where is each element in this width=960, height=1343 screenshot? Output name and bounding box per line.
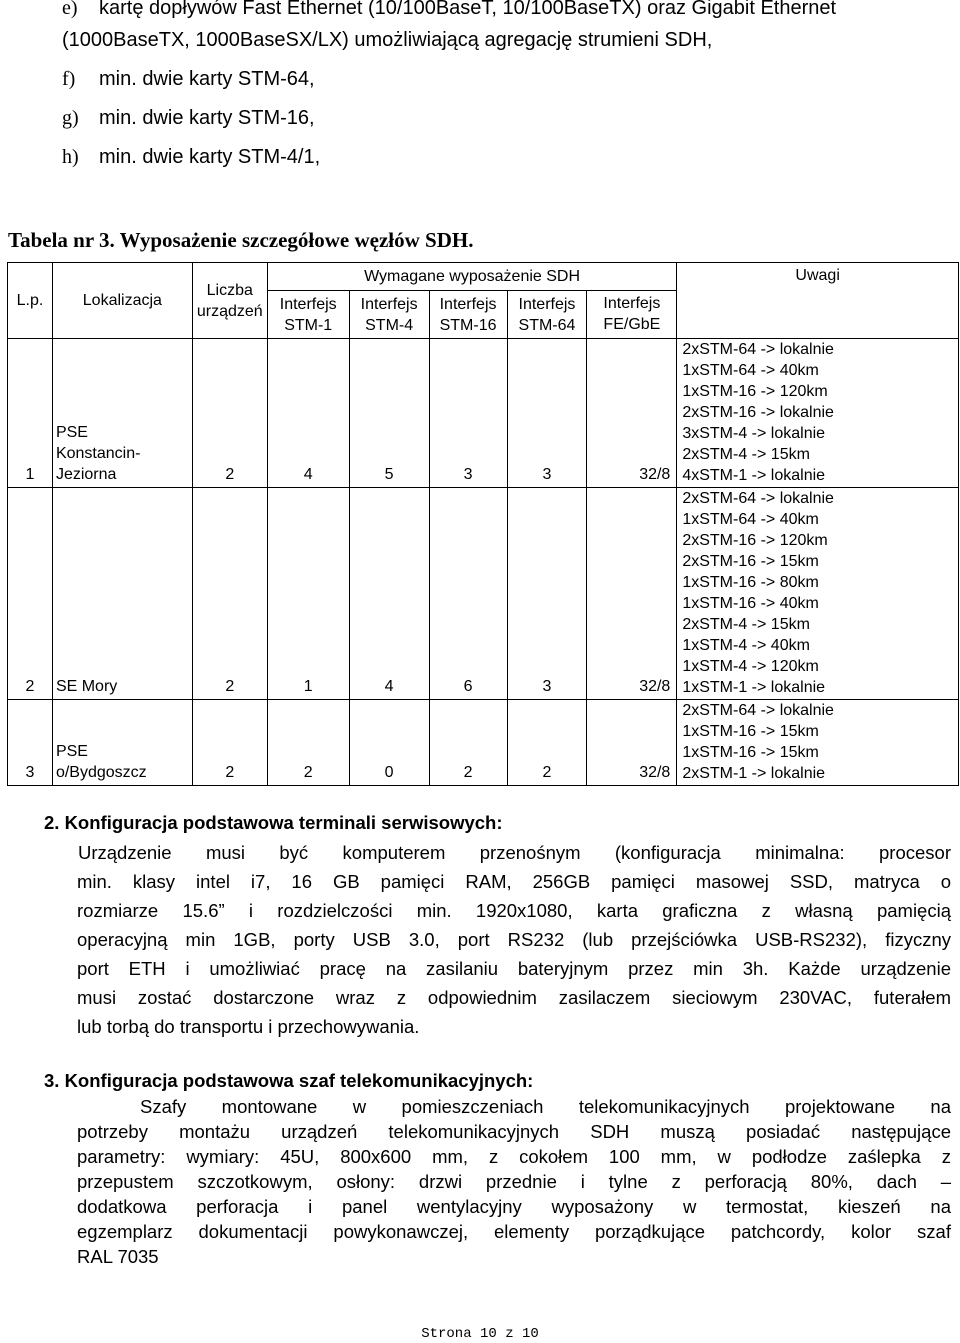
header-interface-type: STM-1 [284, 316, 333, 334]
header-interface-fegbe [587, 291, 677, 339]
cell-liczba: 2 [192, 488, 267, 700]
header-row-1 [8, 263, 959, 291]
note-line: 2xSTM-64 -> lokalnie [682, 702, 834, 719]
cell-liczba: 2 [192, 700, 267, 786]
cell-stm16: 6 [429, 488, 507, 700]
section-3-body [77, 1094, 951, 1269]
cell-stm64: 3 [507, 339, 587, 488]
section-2-body [77, 838, 951, 1041]
note-line: 1xSTM-64 -> 40km [682, 511, 819, 528]
list-marker: g) [62, 107, 79, 129]
header-liczba-line: urządzeń [196, 302, 263, 320]
note-line: 2xSTM-64 -> lokalnie [682, 341, 834, 358]
note-line: 1xSTM-64 -> 40km [682, 362, 819, 379]
list-item [62, 146, 320, 169]
cell-lp: 1 [8, 339, 53, 488]
note-line: 2xSTM-16 -> 15km [682, 553, 819, 570]
note-line: 2xSTM-16 -> 120km [682, 532, 828, 549]
note-line: 3xSTM-4 -> lokalnie [682, 425, 826, 442]
cell-liczba: 2 [192, 339, 267, 488]
paragraph-line: parametry: wymiary: 45U, 800x600 mm, z cokołem 100 mm, w podłodze zaślepka z [77, 1146, 951, 1167]
cell-fegbe: 32/8 [587, 339, 677, 488]
paragraph-line: przepustem szczotkowym, osłony: drzwi przednie i tylne z perforacją 80%, dach – [77, 1171, 951, 1192]
note-line: 1xSTM-4 -> 40km [682, 637, 810, 654]
note-line: 1xSTM-16 -> 40km [682, 595, 819, 612]
header-liczba-line: Liczba [206, 281, 253, 299]
header-lokalizacja: Lokalizacja [52, 263, 192, 339]
cell-stm64: 3 [507, 488, 587, 700]
header-group: Wymagane wyposażenie SDH [267, 263, 677, 291]
cell-lokalizacja [52, 339, 192, 488]
cell-stm1: 1 [267, 488, 349, 700]
paragraph-line: Urządzenie musi być komputerem przenośnym (konfiguracja minimalna: procesor [78, 842, 951, 863]
lokalizacja-line: Jeziorna [55, 466, 117, 483]
paragraph-line: musi zostać dostarczone wraz z odpowiednim zasilaczem sieciowym 230VAC, futerałem [77, 987, 951, 1008]
header-interface-type: STM-64 [518, 316, 576, 334]
list-item-text: min. dwie karty STM-4/1, [99, 146, 321, 168]
note-line: 1xSTM-16 -> 120km [682, 383, 828, 400]
list-marker: e) [62, 0, 78, 19]
cell-uwagi [677, 339, 959, 488]
table-caption: Tabela nr 3. Wyposażenie szczegółowe węzłów SDH. [8, 228, 474, 252]
sdh-equipment-table [7, 262, 959, 786]
list-item-text: min. dwie karty STM-64, [99, 68, 315, 90]
list-item [62, 68, 315, 91]
header-interface-label: Interfejs [518, 295, 576, 313]
paragraph-line: lub torbą do transportu i przechowywania. [77, 1016, 420, 1037]
note-line: 1xSTM-16 -> 15km [682, 723, 819, 740]
cell-fegbe: 32/8 [587, 488, 677, 700]
cell-lp: 3 [8, 700, 53, 786]
cell-stm1: 2 [267, 700, 349, 786]
list-item-text: min. dwie karty STM-16, [99, 107, 315, 129]
header-interface-stm64 [507, 291, 587, 339]
lokalizacja-line: Konstancin- [55, 445, 141, 462]
cell-lokalizacja [52, 488, 192, 700]
note-line: 4xSTM-1 -> lokalnie [682, 467, 826, 484]
header-interface-label: Interfejs [279, 295, 337, 313]
cell-stm16: 2 [429, 700, 507, 786]
section-2-heading: 2. Konfiguracja podstawowa terminali serwisowych: [44, 812, 503, 833]
lokalizacja-line: PSE [55, 743, 88, 760]
cell-stm4: 5 [349, 339, 429, 488]
note-line: 1xSTM-1 -> lokalnie [682, 679, 826, 696]
section-3-heading: 3. Konfiguracja podstawowa szaf telekomunikacyjnych: [44, 1070, 534, 1091]
note-line: 2xSTM-4 -> 15km [682, 616, 810, 633]
header-interface-stm4 [349, 291, 429, 339]
list-item [62, 0, 836, 20]
cell-lp: 2 [8, 488, 53, 700]
note-line: 2xSTM-4 -> 15km [682, 446, 810, 463]
note-line: 2xSTM-64 -> lokalnie [682, 490, 834, 507]
header-interface-label: Interfejs [603, 295, 661, 312]
cell-uwagi [677, 488, 959, 700]
list-item [62, 107, 315, 130]
cell-lokalizacja [52, 700, 192, 786]
cell-stm4: 4 [349, 488, 429, 700]
cell-stm64: 2 [507, 700, 587, 786]
list-item-continuation [62, 29, 712, 52]
paragraph-line: egzemplarz dokumentacji powykonawczej, elementy porządkujące patchcordy, kolor szaf [77, 1221, 951, 1242]
table-row [8, 339, 959, 488]
table-row [8, 700, 959, 786]
table-row [8, 488, 959, 700]
paragraph-line: operacyjną min 1GB, porty USB 3.0, port RS232 (lub przejściówka USB-RS232), fizyczny [77, 929, 951, 950]
note-line: 1xSTM-16 -> 80km [682, 574, 819, 591]
note-line: 1xSTM-4 -> 120km [682, 658, 819, 675]
list-marker: h) [62, 146, 79, 168]
lokalizacja-line: SE Mory [55, 678, 118, 695]
paragraph-line: RAL 7035 [77, 1246, 159, 1267]
header-liczba [192, 263, 267, 339]
list-item-text: (1000BaseTX, 1000BaseSX/LX) umożliwiającą agregację strumieni SDH, [62, 29, 713, 51]
lokalizacja-line: o/Bydgoszcz [55, 764, 147, 781]
header-interface-type: FE/GbE [603, 316, 661, 333]
header-uwagi: Uwagi [677, 263, 959, 339]
header-interface-stm1 [267, 291, 349, 339]
note-line: 2xSTM-16 -> lokalnie [682, 404, 834, 421]
header-interface-label: Interfejs [439, 295, 497, 313]
header-lp: L.p. [8, 263, 53, 339]
lokalizacja-line: PSE [55, 424, 88, 441]
paragraph-line: min. klasy intel i7, 16 GB pamięci RAM, 256GB pamięci masowej SSD, matryca o [77, 871, 951, 892]
cell-uwagi [677, 700, 959, 786]
header-interface-label: Interfejs [360, 295, 418, 313]
header-interface-stm16 [429, 291, 507, 339]
header-interface-type: STM-16 [439, 316, 497, 334]
list-item-text: kartę dopływów Fast Ethernet (10/100BaseT, 10/100BaseTX) oraz Gigabit Ethernet [99, 0, 837, 19]
paragraph-line: potrzeby montażu urządzeń telekomunikacyjnych SDH muszą posiadać następujące [77, 1121, 951, 1142]
header-interface-type: STM-4 [365, 316, 414, 334]
paragraph-line: Szafy montowane w pomieszczeniach telekomunikacyjnych projektowane na [140, 1096, 951, 1117]
cell-fegbe: 32/8 [587, 700, 677, 786]
paragraph-line: port ETH i umożliwiać pracę na zasilaniu bateryjnym przez min 3h. Każde urządzenie [77, 958, 951, 979]
cell-stm16: 3 [429, 339, 507, 488]
cell-stm1: 4 [267, 339, 349, 488]
paragraph-line: rozmiarze 15.6” i rozdzielczości min. 1920x1080, karta graficzna z własną pamięcią [77, 900, 951, 921]
note-line: 2xSTM-1 -> lokalnie [682, 765, 826, 782]
note-line: 1xSTM-16 -> 15km [682, 744, 819, 761]
list-marker: f) [62, 68, 76, 90]
paragraph-line: dodatkowa perforacja i panel wentylacyjny wyposażony w termostat, kieszeń na [77, 1196, 951, 1217]
page-footer: Strona 10 z 10 [421, 1326, 539, 1342]
cell-stm4: 0 [349, 700, 429, 786]
